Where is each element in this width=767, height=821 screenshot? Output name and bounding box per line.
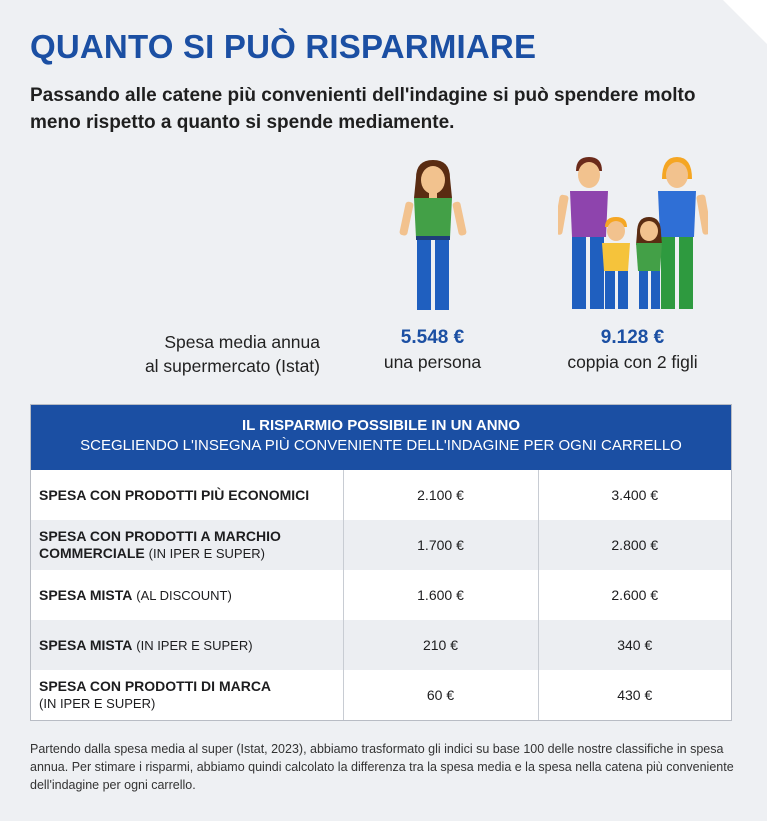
family-saving: 2.800 € — [538, 520, 731, 570]
single-saving: 2.100 € — [343, 470, 538, 520]
row-label: SPESA MISTA (IN IPER E SUPER) — [31, 620, 343, 670]
table-row — [31, 570, 731, 620]
single-saving: 60 € — [343, 670, 538, 720]
row-label: SPESA CON PRODOTTI A MARCHIO COMMERCIALE (IN IPER E SUPER) — [31, 520, 343, 570]
row-label: SPESA CON PRODOTTI PIÙ ECONOMICI — [31, 470, 343, 520]
family-saving: 2.600 € — [538, 570, 731, 620]
row-label: SPESA MISTA (AL DISCOUNT) — [31, 570, 343, 620]
table-body — [31, 470, 731, 720]
table-row — [31, 520, 731, 570]
single-amount: 5.548 € — [400, 327, 465, 348]
family-spend — [545, 326, 720, 374]
page-subtitle: Passando alle catene più convenienti dell'indagine si può spendere molto meno rispetto a quanto si spende mediamente. — [30, 85, 696, 133]
single-person-spend — [360, 326, 505, 374]
table-row — [31, 470, 731, 520]
single-label: una persona — [383, 352, 482, 372]
table-header-title: IL RISPARMIO POSSIBILE IN UN ANNO — [241, 417, 521, 434]
row-label: SPESA CON PRODOTTI DI MARCA (IN IPER E SUPER) — [31, 670, 343, 720]
single-saving: 1.700 € — [343, 520, 538, 570]
footnote: Partendo dalla spesa media al super (Istat, 2023), abbiamo trasformato gli indici su base 100 delle nostre classifiche in spesa annua. Per stimare i risparmi, abbiamo quindi calcolato la differenza tra la spesa media e la spesa nella catena più conveniente dell'indagine per ogni carrello. — [30, 742, 734, 792]
table-header — [31, 405, 731, 470]
family-saving: 430 € — [538, 670, 731, 720]
table-row — [31, 620, 731, 670]
page-corner — [723, 0, 767, 44]
family-saving: 3.400 € — [538, 470, 731, 520]
page-title: QUANTO SI PUÒ RISPARMIARE — [30, 28, 537, 65]
single-saving: 210 € — [343, 620, 538, 670]
single-saving: 1.600 € — [343, 570, 538, 620]
family-saving: 340 € — [538, 620, 731, 670]
savings-table — [30, 404, 732, 721]
average-spend-label: Spesa media annua al supermercato (Istat) — [144, 332, 320, 376]
table-row — [31, 670, 731, 720]
family-label: coppia con 2 figli — [567, 352, 698, 372]
family-amount: 9.128 € — [600, 327, 665, 348]
woman-icon — [398, 158, 468, 313]
family-icon — [558, 155, 708, 315]
table-header-subtitle: SCEGLIENDO L'INSEGNA PIÙ CONVENIENTE DELL'INDAGINE PER OGNI CARRELLO — [80, 437, 682, 454]
